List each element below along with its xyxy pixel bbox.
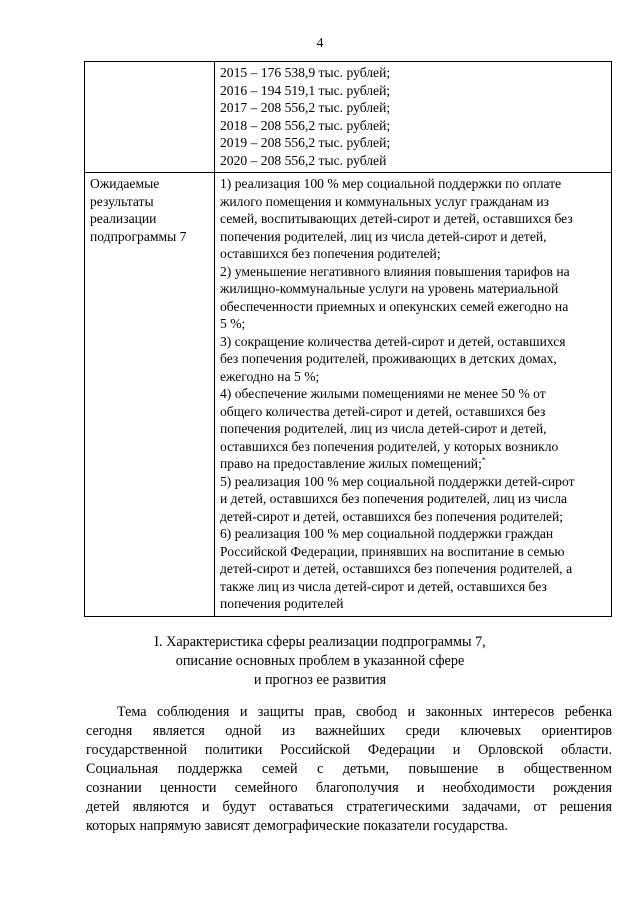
paragraph-line: сознании ценности семейного благополучия и необходимости рождения xyxy=(86,780,612,796)
page-number: 4 xyxy=(316,36,324,51)
results-line: 6) реализация 100 % мер социальной поддержки граждан xyxy=(220,526,554,541)
funding-cell xyxy=(215,62,612,173)
results-line: общего количества детей-сирот и детей, оставшихся без xyxy=(220,403,546,419)
results-line: оставшихся без попечения родителей; xyxy=(220,246,441,261)
results-line: без попечения родителей, проживающих в детских домах, xyxy=(220,351,557,366)
results-line: оставшихся без попечения родителей, у которых возникло xyxy=(220,438,559,454)
results-line: обеспеченности приемных и опекунских семей ежегодно на xyxy=(220,298,569,314)
results-line: и детей, оставшихся без попечения родителей, лиц из числа xyxy=(220,491,568,506)
results-line: жилого помещения и коммунальных услуг гражданам из xyxy=(220,193,550,209)
results-cell xyxy=(215,173,612,617)
section-heading-line: и прогноз ее развития xyxy=(253,672,387,688)
results-line: попечения родителей, лиц из числа детей-сирот и детей, xyxy=(220,228,547,244)
results-line: жилищно-коммунальные услуги на уровень материальной xyxy=(220,281,559,296)
results-line: 5 %; xyxy=(220,316,246,331)
table-row-results xyxy=(85,173,612,617)
results-label-line: подпрограммы 7 xyxy=(90,228,187,244)
results-line-with-footnote xyxy=(220,455,606,473)
section-heading xyxy=(0,633,640,690)
funding-line: 2018 – 208 556,2 тыс. рублей; xyxy=(220,117,391,133)
paragraph-line: Тема соблюдения и защиты прав, свобод и законных интересов ребенка xyxy=(117,704,612,720)
paragraph-line: сегодня является одной из важнейших среди ключевых ориентиров xyxy=(86,723,612,739)
paragraph-line: Социальная поддержка семей с детьми, повышение в общественном xyxy=(86,761,612,777)
subprogram-passport-table xyxy=(84,61,612,617)
results-label-line: результаты xyxy=(90,193,154,209)
paragraph-line: государственной политики Российской Федерации и Орловской области. xyxy=(86,742,612,758)
results-label-line: Ожидаемые xyxy=(90,176,160,191)
section-heading-line: описание основных проблем в указанной сфере xyxy=(175,653,465,669)
results-line: 4) обеспечение жилыми помещениями не менее 50 % от xyxy=(220,386,546,401)
funding-line: 2016 – 194 519,1 тыс. рублей; xyxy=(220,82,391,98)
table-row-funding xyxy=(85,62,612,173)
funding-line: 2015 – 176 538,9 тыс. рублей; xyxy=(220,65,391,80)
results-line: 5) реализация 100 % мер социальной поддержки детей-сирот xyxy=(220,473,575,489)
results-line: также лиц из числа детей-сирот и детей, оставшихся без xyxy=(220,578,547,594)
results-line: попечения родителей, лиц из числа детей-сирот и детей, xyxy=(220,421,547,436)
results-line: семей, воспитывающих детей-сирот и детей, оставшихся без xyxy=(220,211,573,226)
footnote-mark: * xyxy=(481,455,486,465)
results-line: детей-сирот и детей, оставшихся без попечения родителей; xyxy=(220,508,564,524)
results-line: 2) уменьшение негативного влияния повышения тарифов на xyxy=(220,263,570,279)
body-paragraph xyxy=(86,703,612,836)
results-line: ежегодно на 5 %; xyxy=(220,368,320,384)
section-heading-line: I. Характеристика сферы реализации подпрограммы 7, xyxy=(154,634,486,650)
results-line: Российской Федерации, принявших на воспитание в семью xyxy=(220,543,565,559)
results-line: детей-сирот и детей, оставшихся без попечения родителей, а xyxy=(220,561,573,576)
funding-line: 2020 – 208 556,2 тыс. рублей xyxy=(220,152,387,168)
empty-label-cell xyxy=(85,62,215,173)
paragraph-line: которых напрямую зависят демографические показатели государства. xyxy=(86,818,508,834)
funding-line: 2017 – 208 556,2 тыс. рублей; xyxy=(220,100,391,115)
funding-line: 2019 – 208 556,2 тыс. рублей; xyxy=(220,135,391,150)
results-line: попечения родителей xyxy=(220,596,344,611)
paragraph-line: детей являются и будут оставаться стратегическими задачами, от решения xyxy=(86,799,612,815)
results-line-text: право на предоставление жилых помещений; xyxy=(220,456,482,471)
results-label-line: реализации xyxy=(90,211,157,226)
results-label-cell xyxy=(85,173,215,617)
results-line: 1) реализация 100 % мер социальной поддержки по оплате xyxy=(220,176,562,191)
results-line: 3) сокращение количества детей-сирот и детей, оставшихся xyxy=(220,333,566,349)
